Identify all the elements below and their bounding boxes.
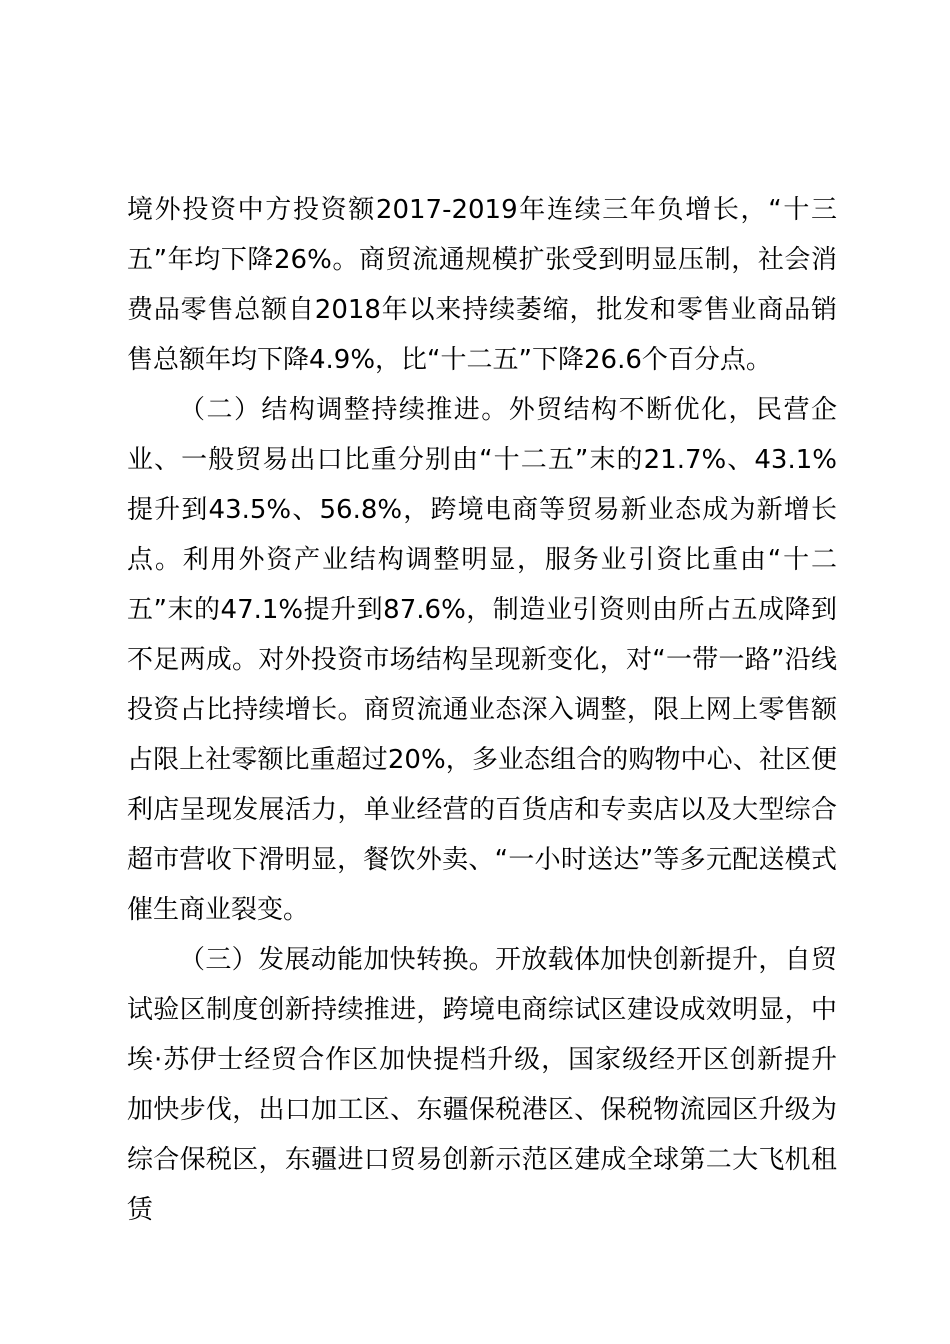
paragraph-continuation: 境外投资中方投资额2017-2019年连续三年负增长，“十三五”年均下降26%。商贸流通规模扩张受到明显压制，社会消费品零售总额自2018年以来持续萎缩，批发和零售业商品销售总额年均下降4.9%，比“十二五”下降26.6个百分点。	[127, 195, 837, 375]
paragraph-structure-adjustment: （二）结构调整持续推进。外贸结构不断优化，民营企业、一般贸易出口比重分别由“十二五”末的21.7%、43.1%提升到43.5%、56.8%，跨境电商等贸易新业态成为新增长点。利用外资产业结构调整明显，服务业引资比重由“十二五”末的47.1%提升到87.6%，制造业引资则由所占五成降到不足两成。对外投资市场结构呈现新变化，对“一带一路”沿线投资占比持续增长。商贸流通业态深入调整，限上网上零售额占限上社零额比重超过20%，多业态组合的购物中心、社区便利店呈现发展活力，单业经营的百货店和专卖店以及大型综合超市营收下滑明显，餐饮外卖、“一小时送达”等多元配送模式催生商业裂变。	[127, 395, 837, 925]
paragraph-development-momentum: （三）发展动能加快转换。开放载体加快创新提升，自贸试验区制度创新持续推进，跨境电商综试区建设成效明显，中埃·苏伊士经贸合作区加快提档升级，国家级经开区创新提升加快步伐，出口加工区、东疆保税港区、保税物流园区升级为综合保税区，东疆进口贸易创新示范区建成全球第二大飞机租赁	[127, 945, 837, 1225]
document-body	[127, 185, 837, 1235]
